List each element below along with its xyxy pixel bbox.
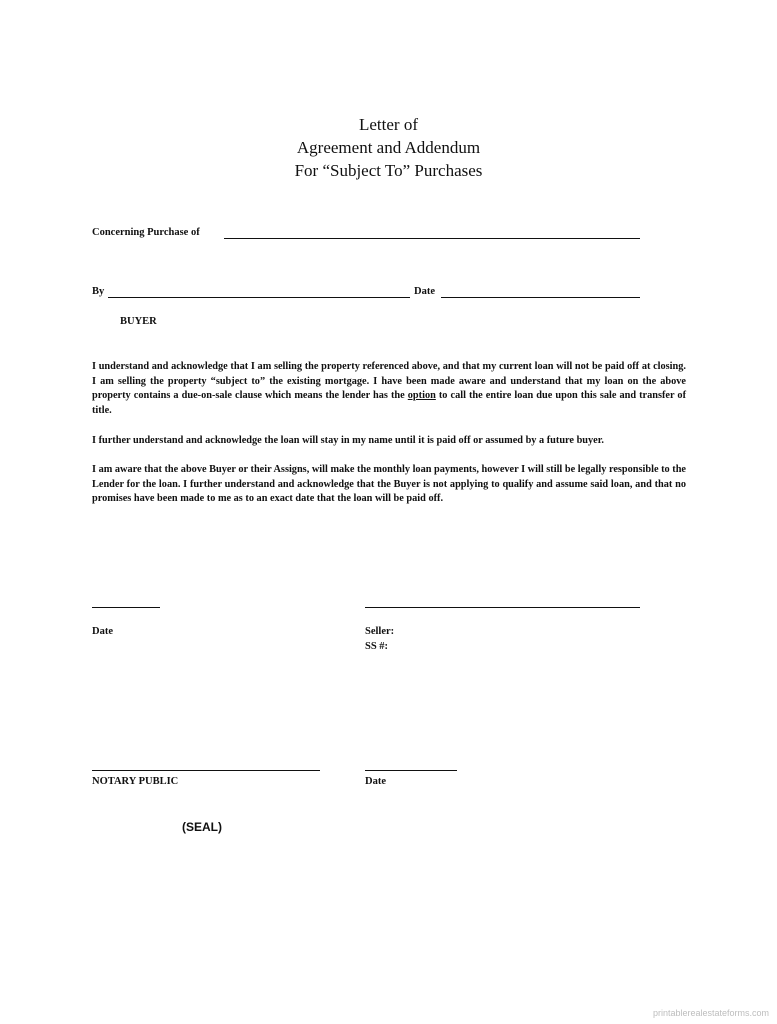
paragraph-2: I further understand and acknowledge the loan will stay in my name until it is paid off or assumed by a future buyer. — [92, 435, 604, 446]
paragraph-1-text-a: I understand and acknowledge that I am selling the property referenced above, and that my current loan will not be paid off at closing. I am selling the property “subject to” the existing mortgage. I have been made aware and understand that my loan on the above property contains a due-on-sale clause which means the lender has the — [92, 361, 686, 402]
notary-date-line[interactable] — [365, 770, 457, 771]
concerning-purchase-label: Concerning Purchase of — [92, 227, 200, 238]
date-label: Date — [414, 286, 435, 297]
seal-label: (SEAL) — [182, 820, 222, 834]
document-title — [0, 113, 777, 182]
notary-signature-line[interactable] — [92, 770, 320, 771]
ss-number-label: SS #: — [365, 641, 389, 652]
concerning-purchase-line[interactable] — [224, 238, 640, 239]
seller-date-line[interactable] — [92, 607, 160, 608]
title-line-1: Letter of — [359, 115, 418, 134]
site-watermark: printablerealestateforms.com — [652, 1008, 769, 1018]
buyer-label: BUYER — [120, 316, 157, 327]
paragraph-3: I am aware that the above Buyer or their Assigns, will make the monthly loan payments, however I will still be legally responsible to the Lender for the loan. I further understand and acknowledge that the Buyer is not applying to qualify and assume said loan, and that no promises have been made to me as to an exact date that the loan will be paid off. — [92, 464, 686, 505]
paragraph-1-text-b: to call the entire loan due upon this sale and transfer of title. — [92, 390, 687, 416]
date-line[interactable] — [441, 297, 640, 298]
paragraph-1 — [92, 360, 686, 418]
buyer-signature-line[interactable] — [108, 297, 410, 298]
option-underlined: option — [407, 390, 436, 402]
by-label: By — [92, 286, 105, 297]
notary-date-label: Date — [365, 776, 386, 787]
title-line-2: Agreement and Addendum — [296, 138, 481, 157]
seller-signature-line[interactable] — [365, 607, 640, 608]
title-line-3: For “Subject To” Purchases — [294, 161, 483, 180]
seller-label: Seller: — [365, 626, 395, 637]
notary-public-label: NOTARY PUBLIC — [92, 776, 179, 787]
seller-date-label: Date — [92, 626, 113, 637]
